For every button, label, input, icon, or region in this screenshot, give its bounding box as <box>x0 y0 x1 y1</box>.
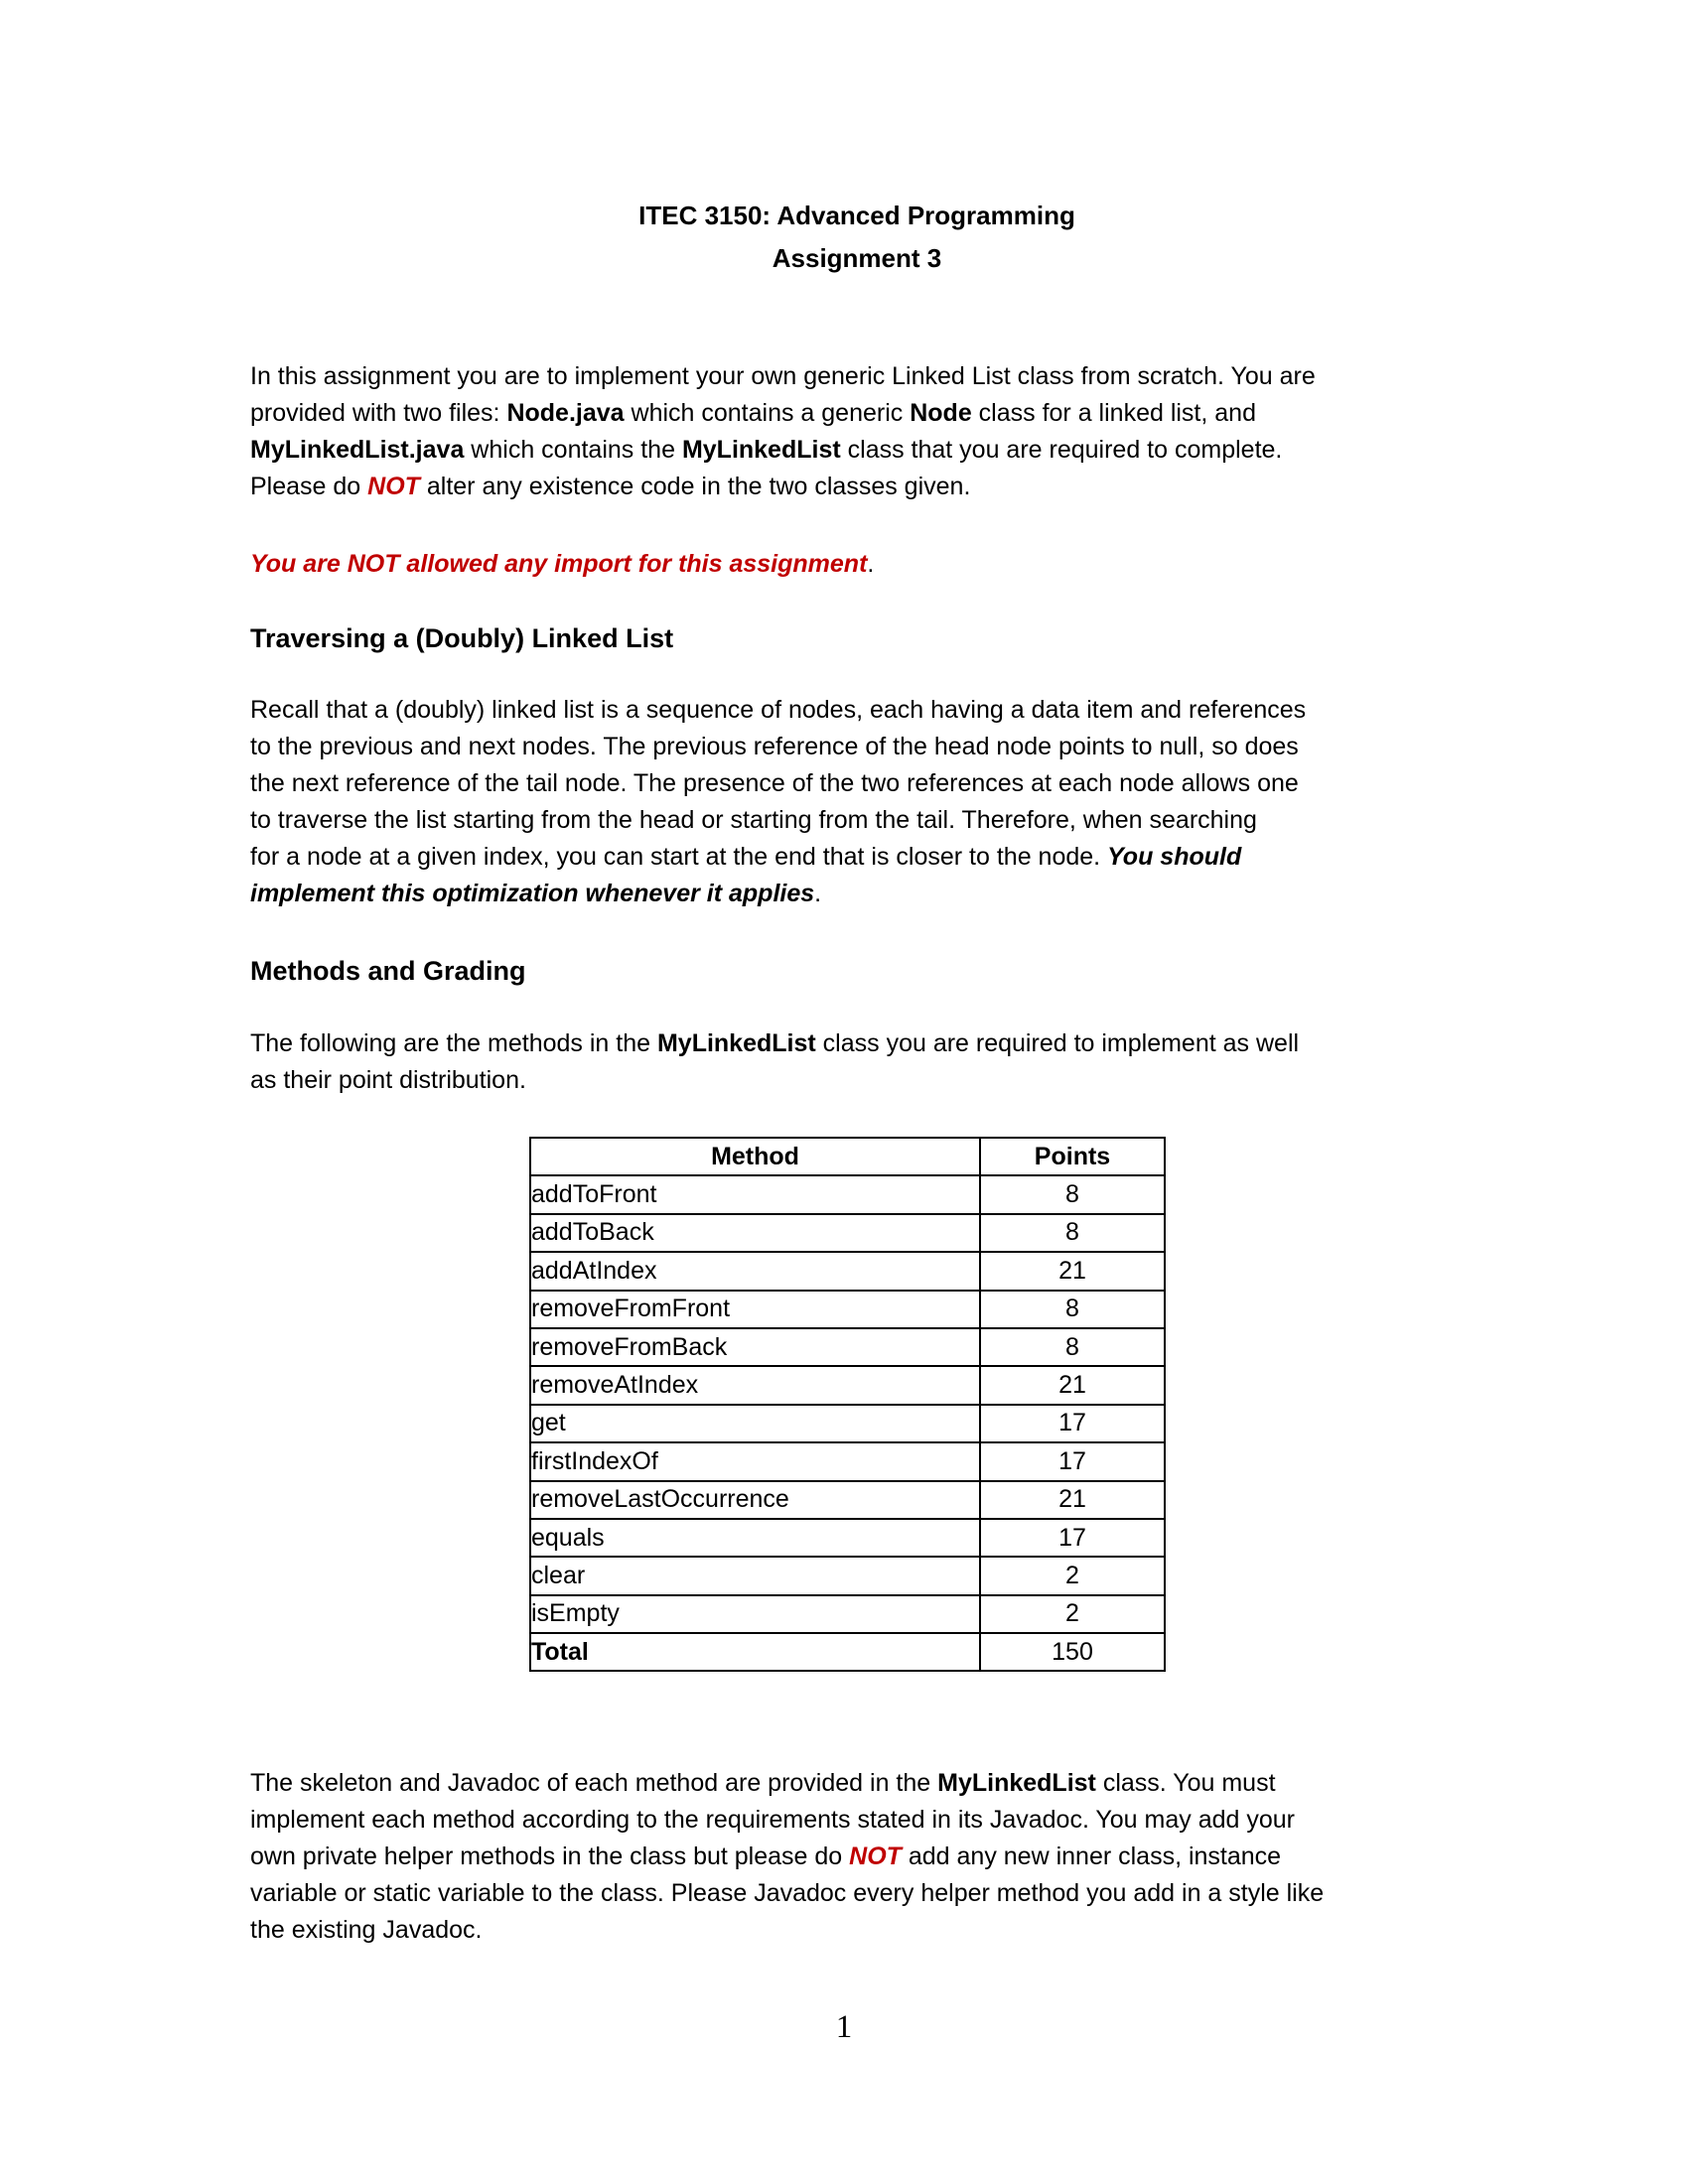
method-cell: firstIndexOf <box>530 1442 980 1480</box>
table-row <box>530 1633 1165 1671</box>
points-cell: 21 <box>980 1366 1165 1404</box>
document-title <box>250 195 1464 280</box>
text-line: to the previous and next nodes. The previous reference of the head node points to null, so does <box>250 733 1299 760</box>
skeleton-paragraph <box>250 1765 1464 1949</box>
text-line: Please do NOT alter any existence code in the two classes given. <box>250 473 971 500</box>
points-cell: 21 <box>980 1481 1165 1519</box>
text-line: Recall that a (doubly) linked list is a sequence of nodes, each having a data item and references <box>250 696 1307 724</box>
text-line: as their point distribution. <box>250 1066 526 1094</box>
points-cell: 150 <box>980 1633 1165 1671</box>
text-line: implement this optimization whenever it applies. <box>250 880 822 907</box>
points-cell: 17 <box>980 1442 1165 1480</box>
table-row <box>530 1175 1165 1213</box>
table-row <box>530 1557 1165 1594</box>
text-line: The skeleton and Javadoc of each method are provided in the MyLinkedList class. You must <box>250 1769 1276 1797</box>
method-cell: isEmpty <box>530 1595 980 1633</box>
text-line: You are NOT allowed any import for this assignment. <box>250 550 875 578</box>
points-cell: 21 <box>980 1252 1165 1290</box>
table-row <box>530 1366 1165 1404</box>
table-row <box>530 1481 1165 1519</box>
table-row <box>530 1214 1165 1252</box>
table-row <box>530 1328 1165 1366</box>
points-cell: 8 <box>980 1175 1165 1213</box>
method-cell: Total <box>530 1633 980 1671</box>
method-cell: removeFromBack <box>530 1328 980 1366</box>
method-cell: get <box>530 1405 980 1442</box>
section-heading-methods: Methods and Grading <box>250 956 526 986</box>
method-cell: removeAtIndex <box>530 1366 980 1404</box>
grading-table <box>529 1137 1166 1672</box>
text-line: the next reference of the tail node. The presence of the two references at each node allows one <box>250 769 1299 797</box>
method-cell: removeLastOccurrence <box>530 1481 980 1519</box>
method-cell: equals <box>530 1519 980 1557</box>
following-paragraph <box>250 1025 1464 1099</box>
table-row <box>530 1519 1165 1557</box>
no-import-warning <box>250 546 1464 583</box>
text-line: MyLinkedList.java which contains the MyLinkedList class that you are required to complete. <box>250 436 1283 464</box>
method-column-header: Method <box>530 1138 980 1175</box>
text-line: The following are the methods in the MyLinkedList class you are required to implement as well <box>250 1029 1300 1057</box>
text-line: implement each method according to the requirements stated in its Javadoc. You may add your <box>250 1806 1295 1834</box>
text-line: In this assignment you are to implement your own generic Linked List class from scratch. You are <box>250 362 1316 390</box>
points-cell: 8 <box>980 1291 1165 1328</box>
method-cell: clear <box>530 1557 980 1594</box>
points-cell: 8 <box>980 1328 1165 1366</box>
points-column-header: Points <box>980 1138 1165 1175</box>
text-line: provided with two files: Node.java which contains a generic Node class for a linked list, and <box>250 399 1256 427</box>
table-row <box>530 1405 1165 1442</box>
points-cell: 17 <box>980 1405 1165 1442</box>
page-number: 1 <box>835 2009 853 2045</box>
section-heading-traversing: Traversing a (Doubly) Linked List <box>250 623 674 653</box>
traversing-paragraph <box>250 692 1464 912</box>
points-cell: 2 <box>980 1557 1165 1594</box>
table-row <box>530 1291 1165 1328</box>
assignment-title: Assignment 3 <box>772 243 942 273</box>
course-title: ITEC 3150: Advanced Programming <box>638 201 1075 230</box>
table-row <box>530 1252 1165 1290</box>
text-line: to traverse the list starting from the head or starting from the tail. Therefore, when searching <box>250 806 1257 834</box>
intro-paragraph <box>250 358 1464 505</box>
table-header-row <box>530 1138 1165 1175</box>
method-cell: removeFromFront <box>530 1291 980 1328</box>
method-cell: addAtIndex <box>530 1252 980 1290</box>
points-cell: 17 <box>980 1519 1165 1557</box>
table-row <box>530 1442 1165 1480</box>
text-line: own private helper methods in the class but please do NOT add any new inner class, instance <box>250 1843 1282 1870</box>
method-cell: addToBack <box>530 1214 980 1252</box>
text-line: for a node at a given index, you can start at the end that is closer to the node. You should <box>250 843 1242 871</box>
points-cell: 8 <box>980 1214 1165 1252</box>
text-line: variable or static variable to the class. Please Javadoc every helper method you add in a style like <box>250 1879 1325 1907</box>
text-line: the existing Javadoc. <box>250 1916 483 1944</box>
points-cell: 2 <box>980 1595 1165 1633</box>
method-cell: addToFront <box>530 1175 980 1213</box>
table-row <box>530 1595 1165 1633</box>
